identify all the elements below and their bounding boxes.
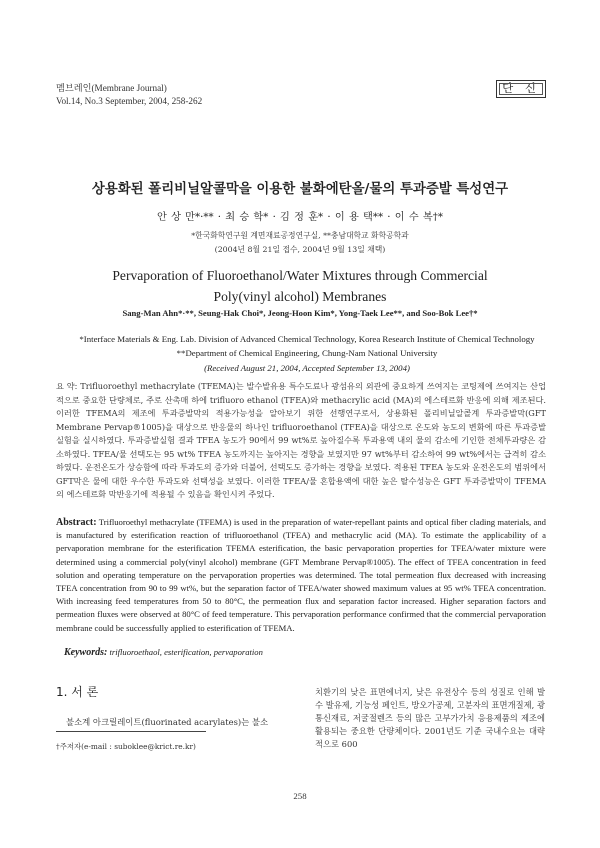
intro-right-text: 치환기의 낮은 표면에너지, 낮은 유전상수 등의 성질로 인해 발수 발유제, 기능성 페인트, 방오가공제, 고분자의 표면개질제, 광통신재료, 저굴절렌즈 등의 많은 고부가가치 응용제품의 제조에 활용되는 중요한 단량체이다. 2001년도 기준 국내수요는 대략적으로 600 [315, 687, 545, 750]
authors-korean: 안 상 만*·** · 최 승 학* · 김 정 훈* · 이 용 택** · 이 수 복†* [157, 212, 443, 223]
title-english [0, 265, 600, 307]
intro-left-text: 불소계 아크릴레이트(fluorinated acarylates)는 불소 [66, 717, 269, 727]
received-english: (Received August 21, 2004, Accepted September 13, 2004) [204, 362, 410, 373]
section-heading: 1. 서 론 [56, 685, 99, 699]
keywords [64, 647, 263, 658]
affiliation-english-line1: *Interface Materials & Eng. Lab. Division of Advanced Chemical Technology, Korea Research Institute of Chemical Technology [79, 334, 535, 344]
affiliation-korean-line1: *한국화학연구원 계면재료공정연구실, **충남대학교 화학공학과 [191, 231, 409, 240]
abstract-english-text: Trifluoroethyl methacrylate (TFEMA) is used in the preparation of water-repellant paints and optical fiber clading materials, and is manufactured by esterification reaction of trifluoroethanol (TFEA) and methacrylic acid (MA). To estimate the applicability of a pervaporation membrane for the esterification TFEMA esterification, the basic pervaporation properties for TFEA/water mixture were determined using a commercial poly(vinyl alcohol) membrane (GFT Membrane Pervap®1005). The effect of TFEA concentration in feed solution and operating temperature on the pervaporation properties was determined. The total permeation flux decreased with increasing TFEA concentration from 90 to 99 wt%, but the separation factor of TFEA/water showed maximum values at 95 wt% TFEA concentration. With increasing feed temperatures from 50 to 80°C, the permeation flux and separation factor increased. Higher separation factors and permeation fluxes were observed at 80°C of feed temperature. This pervaporation performance confirmed that the commercial pervaporation membrane could be successfully applied to esterification of TFEMA. [56, 517, 546, 633]
abstract-korean-text: Trifluoroethyl methacrylate (TFEMA)는 발수발유용 특수도료나 광섬유의 외관에 중요하게 쓰여지는 코팅제에 쓰여지는 산업적으로 중요한 단량체로, 주로 산촉매 하에 trifluoro ethanol (TFEA)와 methacrylic acid (MA)의 에스테르화 반응에 의해 제조된다. 이러한 TFEMA의 제조에 투과증발막의 적용가능성을 알아보기 위한 선행연구로서, 상용화된 폴리비닐알콜계 투과증발막(GFT Membrane Pervap®1005)을 대상으로 반응물의 하나인 trifluoroethanol (TFEA)을 대상으로 온도와 농도의 변화에 따른 투과증발실험을 실시하였다. 투과증발실험 결과 TFEA 농도가 90에서 99 wt%로 높아질수록 투과용액 내의 물의 감소에 기인한 전체투과량은 감소하였다. TFEA/물 선택도는 95 wt% TFEA 농도까지는 높아지는 경향을 보였지만 97 wt%부터 감소하여 99 wt%에서는 급격히 감소하였다. 운전온도가 상승함에 따라 투과도의 증가와 더불어, 선택도도 증가하는 경향을 보였다. 적용된 TFEA 농도와 운전온도의 범위에서 GFT막은 물에 대한 우수한 투과도와 선택성을 보였다. 이러한 TFEA/물 혼합용액에 대한 높은 탈수성능은 GFT 투과증발막이 TFEMA의 에스테르화 막반응기에 적용될 수 있음을 확인시켜 주었다. [56, 381, 546, 500]
article-type-badge: 단 신 [496, 80, 546, 98]
abstract-english-label: Abstract: [56, 517, 97, 528]
affiliation-english-line2: **Department of Chemical Engineering, Chung-Nam National University [176, 348, 438, 359]
abstract-english [56, 516, 546, 635]
journal-info [56, 82, 202, 108]
title-english-line2: Poly(vinyl alcohol) Membranes [213, 289, 387, 304]
received-korean: (2004년 8월 21일 접수, 2004년 9월 13일 채택) [214, 245, 386, 254]
affiliation-korean [0, 229, 600, 257]
authors-english: Sang-Man Ahn*·**, Seung-Hak Choi*, Jeong-Hoon Kim*, Yong-Taek Lee**, and Soo-Bok Lee†* [122, 308, 478, 318]
journal-volume: Vol.14, No.3 September, 2004, 258-262 [56, 96, 203, 106]
title-english-line1: Pervaporation of Fluoroethanol/Water Mixtures through Commercial [112, 268, 488, 283]
page-number: 258 [293, 791, 307, 801]
abstract-korean [56, 380, 546, 502]
journal-name: 멤브레인(Membrane Journal) [56, 83, 167, 93]
affiliation-english [54, 332, 560, 375]
footnote-rule [56, 731, 206, 732]
keywords-text: trifluoroethaol, esterification, pervaporation [109, 647, 263, 657]
keywords-label: Keywords: [64, 647, 108, 658]
abstract-korean-label: 요 약: [56, 381, 78, 391]
title-korean: 상용화된 폴리비닐알콜막을 이용한 불화에탄올/물의 투과증발 특성연구 [91, 182, 509, 197]
footnote: †주저자(e-mail : suboklee@krict.re.kr) [56, 742, 196, 751]
